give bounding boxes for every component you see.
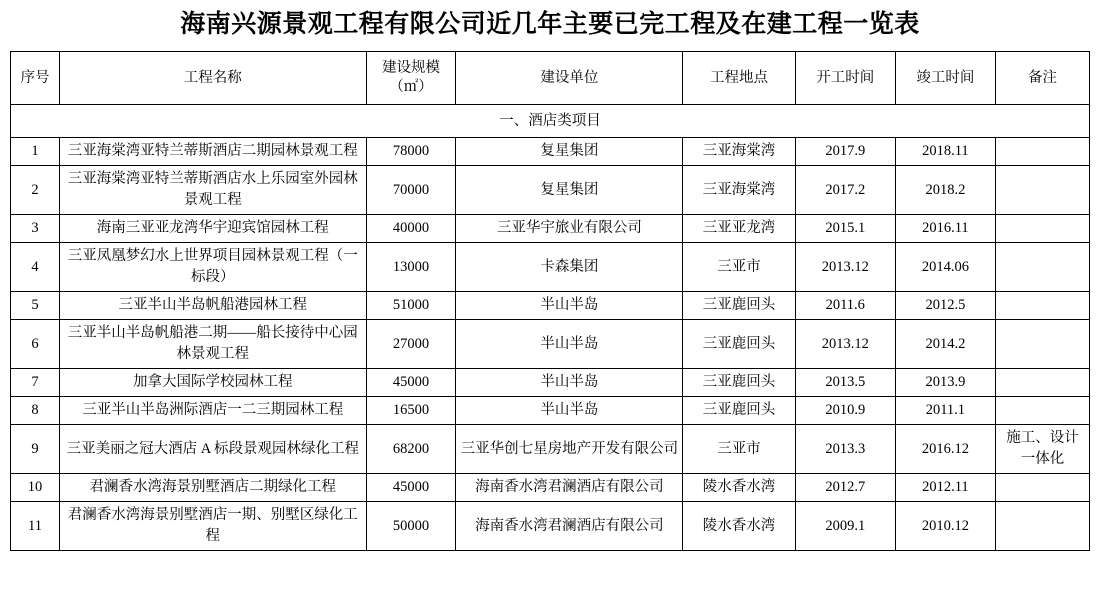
cell-project-name: 海南三亚亚龙湾华宇迎宾馆园林工程 (60, 215, 367, 243)
cell-start: 2012.7 (795, 474, 895, 502)
column-header-scale-line1: 建设规模 (382, 60, 441, 76)
column-header-no: 序号 (11, 52, 60, 105)
column-header-scale-line2: （㎡） (389, 79, 433, 95)
table-body (11, 105, 1090, 551)
cell-location: 三亚市 (683, 243, 795, 292)
cell-location: 三亚市 (683, 425, 795, 474)
projects-table (10, 51, 1090, 551)
column-header-end: 竣工时间 (895, 52, 995, 105)
cell-no: 3 (11, 215, 60, 243)
cell-location: 陵水香水湾 (683, 474, 795, 502)
cell-project-name: 加拿大国际学校园林工程 (60, 369, 367, 397)
cell-remark (995, 215, 1089, 243)
cell-scale: 45000 (366, 369, 456, 397)
cell-scale: 70000 (366, 166, 456, 215)
cell-unit: 半山半岛 (456, 397, 683, 425)
cell-project-name: 三亚半山半岛帆船港二期——船长接待中心园林景观工程 (60, 320, 367, 369)
cell-end: 2018.2 (895, 166, 995, 215)
cell-project-name: 三亚半山半岛帆船港园林工程 (60, 292, 367, 320)
table-row (11, 166, 1090, 215)
cell-start: 2009.1 (795, 502, 895, 551)
cell-location: 三亚鹿回头 (683, 292, 795, 320)
cell-project-name: 君澜香水湾海景别墅酒店二期绿化工程 (60, 474, 367, 502)
cell-unit: 卡森集团 (456, 243, 683, 292)
column-header-location: 工程地点 (683, 52, 795, 105)
cell-no: 7 (11, 369, 60, 397)
cell-no: 10 (11, 474, 60, 502)
table-row (11, 243, 1090, 292)
column-header-unit: 建设单位 (456, 52, 683, 105)
cell-unit: 三亚华创七星房地产开发有限公司 (456, 425, 683, 474)
cell-project-name: 三亚美丽之冠大酒店 A 标段景观园林绿化工程 (60, 425, 367, 474)
cell-project-name: 三亚半山半岛洲际酒店一二三期园林工程 (60, 397, 367, 425)
cell-scale: 16500 (366, 397, 456, 425)
column-header-scale (366, 52, 456, 105)
cell-start: 2010.9 (795, 397, 895, 425)
section-label: 一、酒店类项目 (11, 105, 1090, 138)
cell-end: 2014.2 (895, 320, 995, 369)
cell-unit: 复星集团 (456, 138, 683, 166)
cell-remark (995, 292, 1089, 320)
cell-no: 11 (11, 502, 60, 551)
table-row (11, 397, 1090, 425)
column-header-project-name: 工程名称 (60, 52, 367, 105)
cell-remark (995, 166, 1089, 215)
cell-scale: 50000 (366, 502, 456, 551)
cell-end: 2011.1 (895, 397, 995, 425)
cell-remark (995, 320, 1089, 369)
table-row (11, 474, 1090, 502)
cell-scale: 68200 (366, 425, 456, 474)
cell-remark (995, 369, 1089, 397)
cell-scale: 51000 (366, 292, 456, 320)
cell-location: 陵水香水湾 (683, 502, 795, 551)
cell-scale: 78000 (366, 138, 456, 166)
table-row (11, 292, 1090, 320)
cell-start: 2013.12 (795, 243, 895, 292)
cell-location: 三亚鹿回头 (683, 397, 795, 425)
cell-scale: 13000 (366, 243, 456, 292)
cell-scale: 27000 (366, 320, 456, 369)
cell-no: 8 (11, 397, 60, 425)
cell-no: 5 (11, 292, 60, 320)
section-header-row (11, 105, 1090, 138)
cell-scale: 40000 (366, 215, 456, 243)
cell-no: 6 (11, 320, 60, 369)
cell-start: 2013.3 (795, 425, 895, 474)
cell-start: 2017.9 (795, 138, 895, 166)
cell-project-name: 三亚凤凰梦幻水上世界项目园林景观工程（一标段） (60, 243, 367, 292)
cell-location: 三亚鹿回头 (683, 369, 795, 397)
cell-end: 2012.5 (895, 292, 995, 320)
cell-no: 4 (11, 243, 60, 292)
cell-project-name: 三亚海棠湾亚特兰蒂斯酒店水上乐园室外园林景观工程 (60, 166, 367, 215)
cell-unit: 三亚华宇旅业有限公司 (456, 215, 683, 243)
cell-end: 2016.12 (895, 425, 995, 474)
table-header-row (11, 52, 1090, 105)
cell-remark (995, 502, 1089, 551)
cell-start: 2011.6 (795, 292, 895, 320)
cell-end: 2014.06 (895, 243, 995, 292)
cell-unit: 海南香水湾君澜酒店有限公司 (456, 474, 683, 502)
cell-unit: 半山半岛 (456, 320, 683, 369)
cell-remark (995, 138, 1089, 166)
cell-location: 三亚海棠湾 (683, 166, 795, 215)
column-header-remark: 备注 (995, 52, 1089, 105)
cell-remark (995, 397, 1089, 425)
cell-no: 9 (11, 425, 60, 474)
cell-start: 2017.2 (795, 166, 895, 215)
cell-remark (995, 474, 1089, 502)
table-row (11, 425, 1090, 474)
cell-start: 2013.5 (795, 369, 895, 397)
cell-unit: 半山半岛 (456, 369, 683, 397)
cell-end: 2018.11 (895, 138, 995, 166)
page-title: 海南兴源景观工程有限公司近几年主要已完工程及在建工程一览表 (180, 11, 920, 38)
cell-scale: 45000 (366, 474, 456, 502)
cell-no: 2 (11, 166, 60, 215)
cell-remark (995, 243, 1089, 292)
cell-end: 2010.12 (895, 502, 995, 551)
cell-location: 三亚亚龙湾 (683, 215, 795, 243)
cell-end: 2016.11 (895, 215, 995, 243)
cell-remark: 施工、设计一体化 (995, 425, 1089, 474)
cell-location: 三亚鹿回头 (683, 320, 795, 369)
cell-start: 2015.1 (795, 215, 895, 243)
cell-unit: 海南香水湾君澜酒店有限公司 (456, 502, 683, 551)
cell-unit: 复星集团 (456, 166, 683, 215)
cell-project-name: 三亚海棠湾亚特兰蒂斯酒店二期园林景观工程 (60, 138, 367, 166)
cell-no: 1 (11, 138, 60, 166)
table-row (11, 369, 1090, 397)
cell-end: 2012.11 (895, 474, 995, 502)
table-row (11, 138, 1090, 166)
table-row (11, 320, 1090, 369)
table-row (11, 502, 1090, 551)
table-header (11, 52, 1090, 105)
table-row (11, 215, 1090, 243)
cell-end: 2013.9 (895, 369, 995, 397)
cell-project-name: 君澜香水湾海景别墅酒店一期、别墅区绿化工程 (60, 502, 367, 551)
column-header-start: 开工时间 (795, 52, 895, 105)
cell-unit: 半山半岛 (456, 292, 683, 320)
cell-start: 2013.12 (795, 320, 895, 369)
cell-location: 三亚海棠湾 (683, 138, 795, 166)
